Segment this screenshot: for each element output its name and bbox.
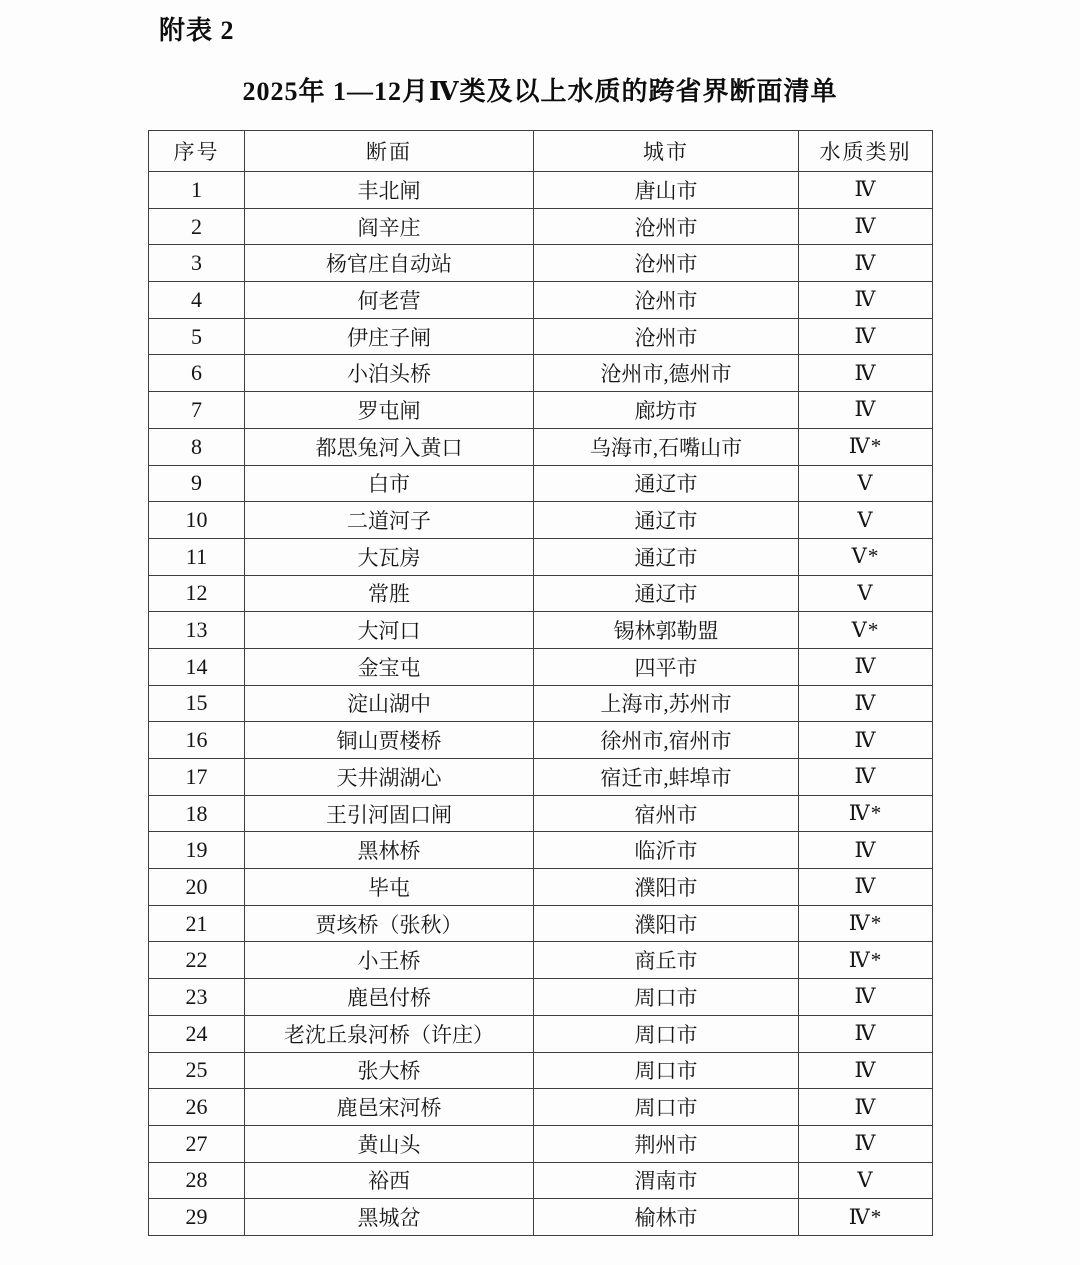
cell-city: 通辽市 [534,575,799,612]
cell-section: 杨官庄自动站 [245,245,534,282]
cell-serial: 21 [149,905,245,942]
cell-city: 沧州市,德州市 [534,355,799,392]
cell-city: 沧州市 [534,208,799,245]
cell-quality: Ⅳ [799,979,933,1016]
cell-serial: 11 [149,538,245,575]
cell-quality: Ⅳ [799,869,933,906]
cell-serial: 16 [149,722,245,759]
cell-quality: Ⅳ [799,685,933,722]
cell-city: 乌海市,石嘴山市 [534,428,799,465]
cell-city: 上海市,苏州市 [534,685,799,722]
cell-serial: 6 [149,355,245,392]
cell-section: 白市 [245,465,534,502]
cell-section: 铜山贾楼桥 [245,722,534,759]
cell-section: 小王桥 [245,942,534,979]
cell-serial: 13 [149,612,245,649]
cell-city: 徐州市,宿州市 [534,722,799,759]
table-row [149,318,933,355]
cell-section: 黑林桥 [245,832,534,869]
cell-serial: 5 [149,318,245,355]
cell-serial: 9 [149,465,245,502]
cell-section: 毕屯 [245,869,534,906]
cell-section: 贾垓桥（张秋） [245,905,534,942]
table-row [149,245,933,282]
cell-quality: Ⅳ [799,1015,933,1052]
cell-quality: Ⅳ [799,1089,933,1126]
appendix-label: 附表 2 [159,16,235,45]
table-row [149,685,933,722]
cell-city: 濮阳市 [534,905,799,942]
cell-quality: Ⅳ [799,245,933,282]
table-row [149,428,933,465]
cell-serial: 4 [149,282,245,319]
table-row [149,1015,933,1052]
cell-serial: 8 [149,428,245,465]
cell-quality: Ⅳ* [799,795,933,832]
cell-serial: 7 [149,392,245,429]
cell-city: 周口市 [534,1015,799,1052]
cell-quality: Ⅳ [799,759,933,796]
table-row [149,612,933,649]
table-row [149,942,933,979]
table-row [149,1199,933,1236]
cell-serial: 26 [149,1089,245,1126]
cell-serial: 29 [149,1199,245,1236]
table-row [149,1125,933,1162]
cell-quality: Ⅳ [799,832,933,869]
cell-section: 罗屯闸 [245,392,534,429]
cell-serial: 28 [149,1162,245,1199]
cell-section: 鹿邑宋河桥 [245,1089,534,1126]
cell-quality: Ⅳ [799,648,933,685]
cell-city: 通辽市 [534,465,799,502]
cell-section: 二道河子 [245,502,534,539]
cell-city: 沧州市 [534,282,799,319]
cell-section: 小泊头桥 [245,355,534,392]
cell-quality: Ⅳ* [799,905,933,942]
cell-section: 丰北闸 [245,172,534,209]
cell-quality: Ⅳ [799,172,933,209]
cell-section: 金宝屯 [245,648,534,685]
cell-city: 濮阳市 [534,869,799,906]
cell-section: 老沈丘泉河桥（许庄） [245,1015,534,1052]
table-row [149,832,933,869]
cell-section: 天井湖湖心 [245,759,534,796]
cell-city: 通辽市 [534,502,799,539]
cell-quality: Ⅳ [799,722,933,759]
column-header-serial: 序号 [149,131,245,172]
cell-city: 榆林市 [534,1199,799,1236]
water-quality-table [148,130,933,1236]
cell-quality: Ⅳ [799,355,933,392]
table-row [149,979,933,1016]
cell-city: 锡林郭勒盟 [534,612,799,649]
cell-section: 黑城岔 [245,1199,534,1236]
column-header-city: 城市 [534,131,799,172]
cell-serial: 20 [149,869,245,906]
cell-city: 廊坊市 [534,392,799,429]
cell-city: 周口市 [534,1052,799,1089]
cell-quality: Ⅴ [799,465,933,502]
cell-city: 通辽市 [534,538,799,575]
cell-serial: 25 [149,1052,245,1089]
cell-city: 渭南市 [534,1162,799,1199]
cell-city: 宿迁市,蚌埠市 [534,759,799,796]
table-row [149,648,933,685]
cell-section: 张大桥 [245,1052,534,1089]
table-row [149,575,933,612]
document-title: 2025年 1—12月Ⅳ类及以上水质的跨省界断面清单 [242,77,838,106]
table-row [149,392,933,429]
cell-city: 荆州市 [534,1125,799,1162]
cell-quality: Ⅳ [799,318,933,355]
cell-section: 伊庄子闸 [245,318,534,355]
cell-quality: Ⅳ [799,282,933,319]
cell-section: 鹿邑付桥 [245,979,534,1016]
cell-serial: 22 [149,942,245,979]
cell-serial: 12 [149,575,245,612]
cell-city: 周口市 [534,979,799,1016]
cell-city: 临沂市 [534,832,799,869]
cell-section: 都思兔河入黄口 [245,428,534,465]
cell-quality: Ⅳ [799,1052,933,1089]
column-header-section: 断面 [245,131,534,172]
cell-serial: 24 [149,1015,245,1052]
table-header-row [149,131,933,172]
cell-city: 唐山市 [534,172,799,209]
cell-quality: Ⅳ [799,392,933,429]
cell-quality: Ⅳ* [799,428,933,465]
cell-serial: 19 [149,832,245,869]
cell-city: 商丘市 [534,942,799,979]
cell-serial: 1 [149,172,245,209]
cell-city: 周口市 [534,1089,799,1126]
cell-serial: 10 [149,502,245,539]
cell-section: 大河口 [245,612,534,649]
cell-city: 宿州市 [534,795,799,832]
cell-city: 四平市 [534,648,799,685]
cell-serial: 23 [149,979,245,1016]
table-row [149,282,933,319]
cell-quality: Ⅳ* [799,942,933,979]
cell-quality: Ⅳ [799,208,933,245]
cell-section: 淀山湖中 [245,685,534,722]
table-row [149,538,933,575]
cell-section: 黄山头 [245,1125,534,1162]
cell-serial: 18 [149,795,245,832]
table-row [149,722,933,759]
table-row [149,795,933,832]
cell-section: 大瓦房 [245,538,534,575]
table-row [149,1089,933,1126]
table-row [149,905,933,942]
cell-city: 沧州市 [534,318,799,355]
cell-serial: 27 [149,1125,245,1162]
cell-section: 裕西 [245,1162,534,1199]
cell-serial: 2 [149,208,245,245]
table-row [149,759,933,796]
cell-section: 何老营 [245,282,534,319]
cell-section: 阎辛庄 [245,208,534,245]
cell-serial: 3 [149,245,245,282]
cell-section: 王引河固口闸 [245,795,534,832]
table-row [149,1162,933,1199]
table-row [149,502,933,539]
table-row [149,355,933,392]
table-row [149,172,933,209]
cell-quality: Ⅴ* [799,538,933,575]
cell-serial: 17 [149,759,245,796]
table-row [149,465,933,502]
cell-serial: 14 [149,648,245,685]
cell-quality: Ⅴ [799,1162,933,1199]
table-row [149,208,933,245]
table-row [149,1052,933,1089]
cell-serial: 15 [149,685,245,722]
cell-quality: Ⅳ [799,1125,933,1162]
column-header-quality: 水质类别 [799,131,933,172]
cell-quality: Ⅴ [799,575,933,612]
table-row [149,869,933,906]
cell-quality: Ⅴ [799,502,933,539]
cell-quality: Ⅳ* [799,1199,933,1236]
cell-quality: Ⅴ* [799,612,933,649]
cell-section: 常胜 [245,575,534,612]
cell-city: 沧州市 [534,245,799,282]
